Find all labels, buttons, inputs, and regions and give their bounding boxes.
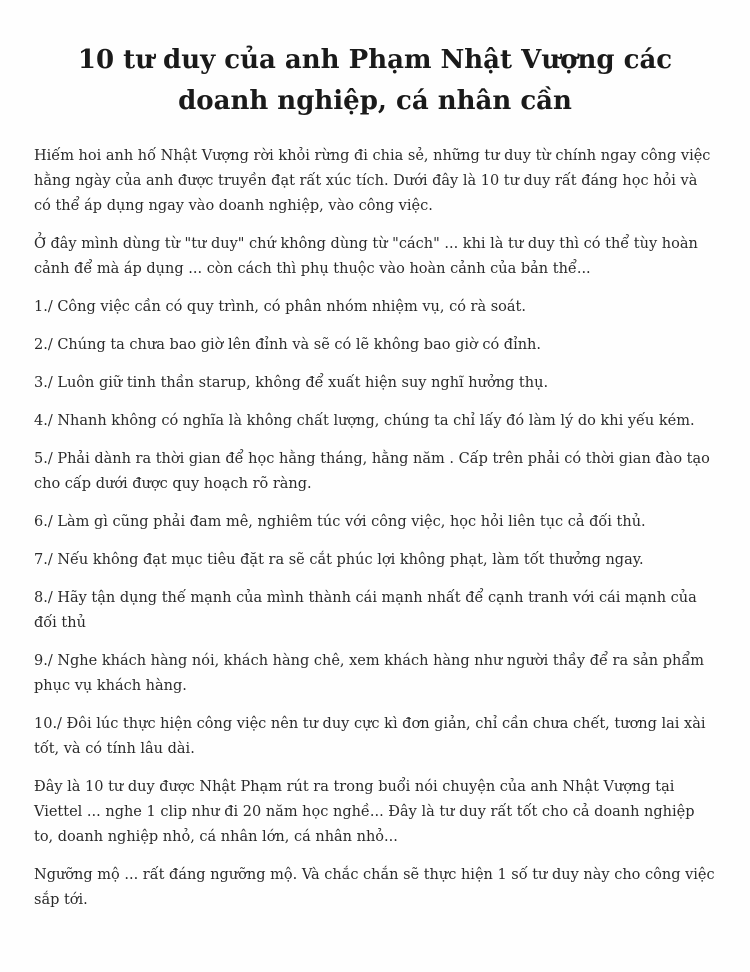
list-item: 6./ Làm gì cũng phải đam mê, nghiêm túc với công việc, học hỏi liên tục cả đối thủ. — [34, 514, 646, 530]
outro-paragraph: Đây là 10 tư duy được Nhật Phạm rút ra trong buổi nói chuyện của anh Nhật Vượng tại Viettel ... nghe 1 clip như đi 20 năm học nghề... Đây là tư duy rất tốt cho cả doanh nghiệp to, doanh nghiệp nhỏ, cá nhân lớn, cá nhân nhỏ... — [34, 779, 695, 845]
list-item: 1./ Công việc cần có quy trình, có phân nhóm nhiệm vụ, có rà soát. — [34, 299, 526, 315]
list-item: 3./ Luôn giữ tinh thần starup, không để xuất hiện suy nghĩ hưởng thụ. — [34, 375, 549, 391]
list-item: 2./ Chúng ta chưa bao giờ lên đỉnh và sẽ có lẽ không bao giờ có đỉnh. — [34, 337, 541, 353]
list-item: 9./ Nghe khách hàng nói, khách hàng chê, xem khách hàng như người thầy để ra sản phẩm phục vụ khách hàng. — [34, 653, 704, 694]
article-title: 10 tư duy của anh Phạm Nhật Vượng các doanh nghiệp, cá nhân cần — [77, 45, 673, 116]
list-item: 10./ Đôi lúc thực hiện công việc nên tư duy cực kì đơn giản, chỉ cần chưa chết, tương lai xài tốt, và có tính lâu dài. — [34, 716, 706, 757]
list-item: 4./ Nhanh không có nghĩa là không chất lượng, chúng ta chỉ lấy đó làm lý do khi yếu kém. — [34, 413, 695, 429]
list-item: 7./ Nếu không đạt mục tiêu đặt ra sẽ cắt phúc lợi không phạt, làm tốt thưởng ngay. — [34, 552, 644, 568]
list-item: 5./ Phải dành ra thời gian để học hằng tháng, hằng năm . Cấp trên phải có thời gian đào tạo cho cấp dưới được quy hoạch rõ ràng. — [34, 451, 710, 492]
outro-paragraph: Ngưỡng mộ ... rất đáng ngưỡng mộ. Và chắc chắn sẽ thực hiện 1 số tư duy này cho công việc sắp tới. — [34, 867, 715, 908]
intro-paragraph: Ở đây mình dùng từ "tư duy" chứ không dùng từ "cách" ... khi là tư duy thì có thể tùy hoàn cảnh để mà áp dụng ... còn cách thì phụ thuộc vào hoàn cảnh của bản thể... — [34, 236, 698, 277]
list-item: 8./ Hãy tận dụng thế mạnh của mình thành cái mạnh nhất để cạnh tranh với cái mạnh của đối thủ — [34, 590, 697, 631]
intro-paragraph: Hiếm hoi anh hố Nhật Vượng rời khỏi rừng đi chia sẻ, những tư duy từ chính ngay công việc hằng ngày của anh được truyền đạt rất xúc tích. Dưới đây là 10 tư duy rất đáng học hỏi và có thể áp dụng ngay vào doanh nghiệp, vào công việc. — [34, 148, 711, 214]
